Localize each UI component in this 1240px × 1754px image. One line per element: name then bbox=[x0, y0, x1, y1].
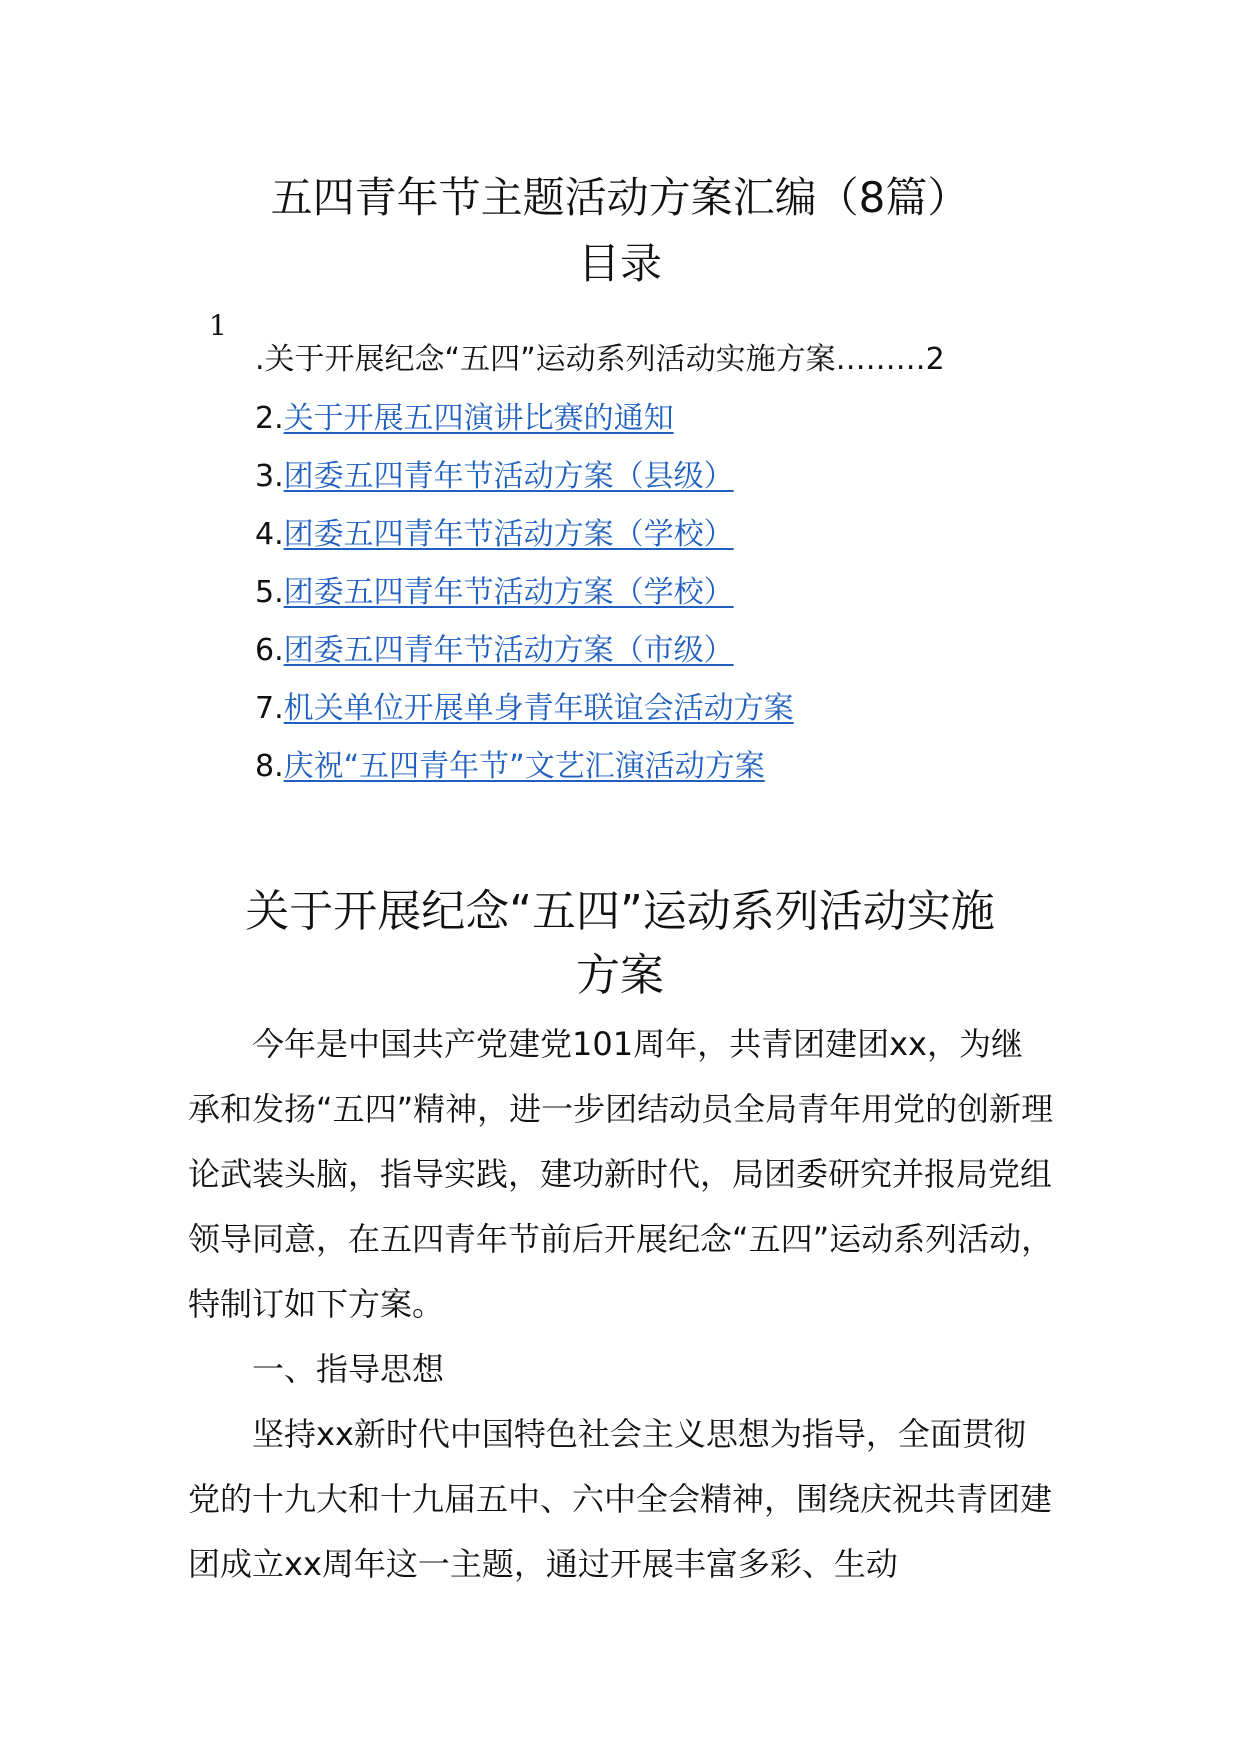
section-title-line-1: 关于开展纪念“五四”运动系列活动实施 bbox=[245, 886, 995, 937]
toc-item-6[interactable] bbox=[255, 629, 734, 673]
toc-item-4[interactable] bbox=[255, 513, 734, 557]
toc-link[interactable]: 团委五四青年节活动方案（学校） bbox=[283, 575, 734, 610]
toc-item-number: . bbox=[255, 342, 265, 377]
toc-link[interactable]: 团委五四青年节活动方案（市级） bbox=[283, 633, 734, 668]
toc-item-7[interactable] bbox=[255, 687, 794, 731]
toc-top-number: 1 bbox=[209, 309, 227, 342]
toc-link[interactable]: 机关单位开展单身青年联谊会活动方案 bbox=[283, 691, 794, 726]
toc-item-2[interactable] bbox=[255, 397, 674, 441]
toc-item-number: 3. bbox=[255, 459, 284, 494]
toc-item-number: 6. bbox=[255, 633, 284, 668]
guiding-thought-paragraph: 坚持xx新时代中国特色社会主义思想为指导，全面贯彻党的十九大和十九届五中、六中全会精神，围绕庆祝共青团建团成立xx周年这一主题，通过开展丰富多彩、生动 bbox=[188, 1415, 1053, 1583]
toc-item-number: 5. bbox=[255, 575, 284, 610]
toc-item-number: 8. bbox=[255, 749, 284, 784]
toc-item-number: 4. bbox=[255, 517, 284, 552]
toc-item-text: 关于开展纪念“五四”运动系列活动实施方案………2 bbox=[264, 342, 945, 377]
toc-item-8[interactable] bbox=[255, 745, 765, 789]
section-heading-guiding-thought: 一、指导思想 bbox=[252, 1350, 445, 1388]
toc-link[interactable]: 团委五四青年节活动方案（学校） bbox=[283, 517, 734, 552]
toc-item-number: 2. bbox=[255, 401, 284, 436]
toc-link[interactable]: 关于开展五四演讲比赛的通知 bbox=[283, 401, 674, 436]
toc-item-1 bbox=[255, 338, 945, 382]
intro-paragraph: 今年是中国共产党建党101周年，共青团建团xx，为继承和发扬“五四”精神，进一步团结动员全局青年用党的创新理论武装头脑，指导实践，建功新时代，局团委研究并报局党组领导同意，在五四青年节前后开展纪念“五四”运动系列活动，特制订如下方案。 bbox=[188, 1025, 1054, 1323]
toc-link[interactable]: 团委五四青年节活动方案（县级） bbox=[283, 459, 734, 494]
toc-item-5[interactable] bbox=[255, 571, 734, 615]
document-title: 五四青年节主题活动方案汇编（8篇） bbox=[270, 173, 970, 222]
toc-link[interactable]: 庆祝“五四青年节”文艺汇演活动方案 bbox=[283, 749, 765, 784]
toc-item-number: 7. bbox=[255, 691, 284, 726]
toc-item-3[interactable] bbox=[255, 455, 734, 499]
section-title-line-2: 方案 bbox=[576, 950, 664, 1001]
toc-heading: 目录 bbox=[577, 239, 662, 288]
